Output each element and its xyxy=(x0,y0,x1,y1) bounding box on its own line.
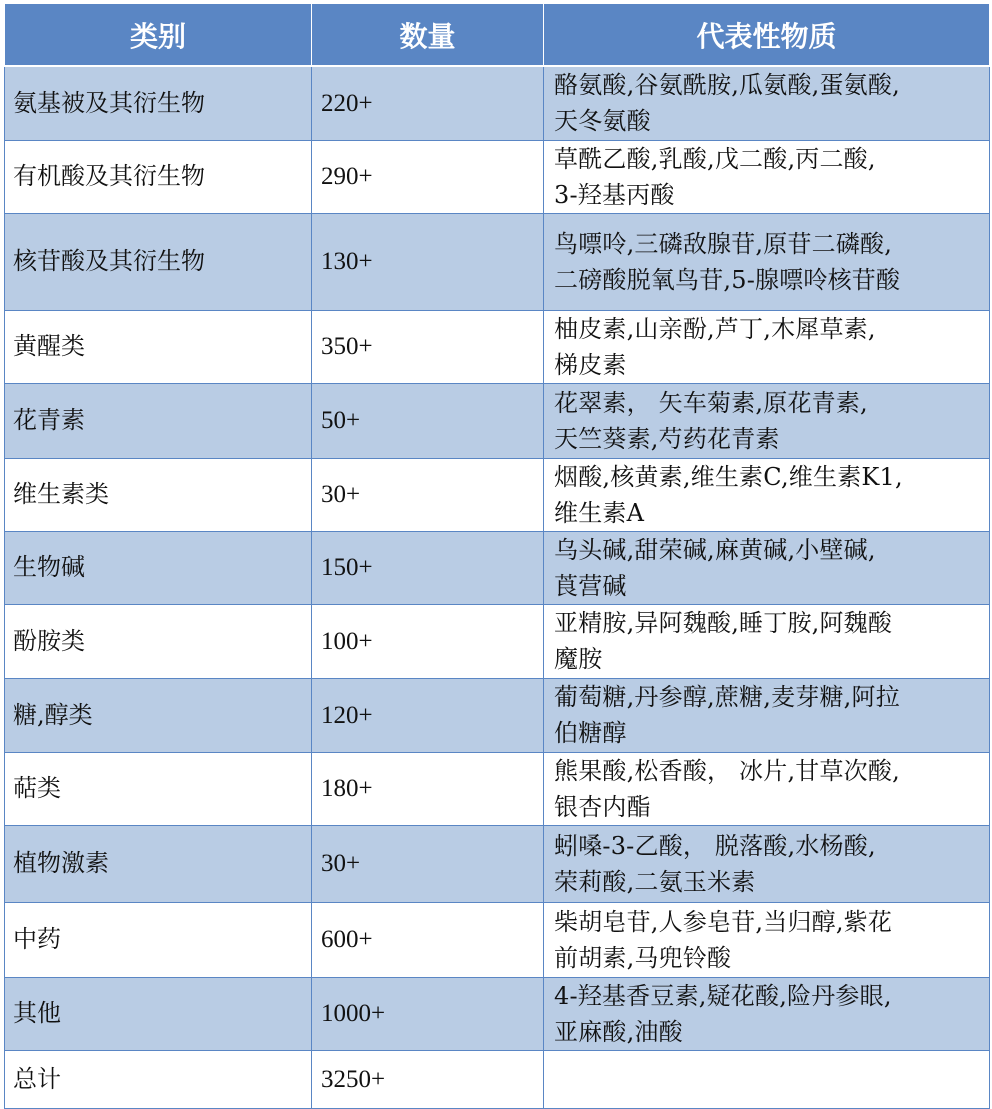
representative-cell xyxy=(544,458,990,531)
table-row xyxy=(5,825,990,902)
representative-line: 魔胺 xyxy=(554,645,603,673)
count-cell: 30+ xyxy=(312,458,544,531)
representative-cell xyxy=(544,140,990,213)
header-count: 数量 xyxy=(312,4,544,67)
header-representative: 代表性物质 xyxy=(544,4,990,67)
count-cell: 130+ xyxy=(312,213,544,310)
representative-line: 葡萄糖,丹参醇,蔗糖,麦芽糖,阿拉 xyxy=(554,683,900,711)
representative-line: 柚皮素,山亲酚,芦丁,木犀草素, xyxy=(554,314,876,343)
representative-line: 天竺葵素,芍药花青素 xyxy=(554,424,780,453)
table-row xyxy=(5,531,990,604)
representative-line: 梯皮素 xyxy=(554,350,627,379)
representative-cell xyxy=(544,383,990,458)
count-cell: 1000+ xyxy=(312,977,544,1050)
representative-line: 前胡素,马兜铃酸 xyxy=(554,943,732,972)
representative-line: 亚麻酸,油酸 xyxy=(554,1017,683,1046)
count-cell: 600+ xyxy=(312,902,544,977)
total-label-cell: 总计 xyxy=(5,1050,312,1108)
count-cell: 30+ xyxy=(312,825,544,902)
category-cell: 生物碱 xyxy=(5,531,312,604)
table-row xyxy=(5,604,990,678)
category-cell: 糖,醇类 xyxy=(5,678,312,752)
table-row xyxy=(5,752,990,825)
table-row xyxy=(5,213,990,310)
representative-line: 花翠素， 矢车菊素,原花青素, xyxy=(554,388,868,417)
table-row xyxy=(5,902,990,977)
header-category: 类别 xyxy=(5,4,312,67)
category-cell: 核苷酸及其衍生物 xyxy=(5,213,312,310)
category-cell: 中药 xyxy=(5,902,312,977)
representative-line: 鸟嘌呤,三磷敌腺苷,原苷二磷酸, xyxy=(554,229,893,258)
table-row xyxy=(5,310,990,383)
representative-line: 柴胡皂苷,人参皂苷,当归醇,紫花 xyxy=(554,907,893,936)
category-cell: 氨基被及其衍生物 xyxy=(5,66,312,140)
count-cell: 120+ xyxy=(312,678,544,752)
table-row xyxy=(5,977,990,1050)
representative-cell xyxy=(544,531,990,604)
category-cell: 酚胺类 xyxy=(5,604,312,678)
representative-line: 3-羟基丙酸 xyxy=(554,180,675,209)
representative-line: 伯糖醇 xyxy=(554,719,627,747)
representative-line: 天冬氨酸 xyxy=(554,107,651,136)
representative-cell xyxy=(544,678,990,752)
table-row xyxy=(5,458,990,531)
category-cell: 花青素 xyxy=(5,383,312,458)
representative-cell xyxy=(544,310,990,383)
representative-cell xyxy=(544,752,990,825)
metabolite-category-table xyxy=(4,3,990,1109)
representative-line: 蚓嗓-3-乙酸， 脱落酸,水杨酸, xyxy=(554,831,876,860)
representative-line: 莨营碱 xyxy=(554,571,627,600)
total-count-cell: 3250+ xyxy=(312,1050,544,1108)
category-cell: 植物激素 xyxy=(5,825,312,902)
table-row xyxy=(5,383,990,458)
category-cell: 其他 xyxy=(5,977,312,1050)
representative-line: 熊果酸,松香酸， 冰片,甘草次酸, xyxy=(554,756,900,785)
count-cell: 100+ xyxy=(312,604,544,678)
total-row xyxy=(5,1050,990,1108)
count-cell: 290+ xyxy=(312,140,544,213)
category-cell: 萜类 xyxy=(5,752,312,825)
category-cell: 维生素类 xyxy=(5,458,312,531)
representative-line: 亚精胺,异阿魏酸,睡丁胺,阿魏酸 xyxy=(554,609,893,637)
count-cell: 150+ xyxy=(312,531,544,604)
representative-line: 荣莉酸,二氨玉米素 xyxy=(554,867,756,896)
total-empty-cell xyxy=(544,1050,990,1108)
representative-line: 草酰乙酸,乳酸,戊二酸,丙二酸, xyxy=(554,144,876,173)
representative-line: 乌头碱,甜荣碱,麻黄碱,小壁碱, xyxy=(554,535,876,564)
table-row xyxy=(5,140,990,213)
category-cell: 黄醒类 xyxy=(5,310,312,383)
representative-cell xyxy=(544,902,990,977)
representative-line: 维生素A xyxy=(554,498,645,527)
header-row xyxy=(5,4,990,67)
representative-cell xyxy=(544,604,990,678)
representative-line: 4-羟基香豆素,疑花酸,险丹参眼, xyxy=(554,981,892,1010)
representative-line: 二磅酸脱氧鸟苷,5-腺嘌呤核苷酸 xyxy=(554,265,901,294)
count-cell: 350+ xyxy=(312,310,544,383)
representative-cell xyxy=(544,66,990,140)
count-cell: 220+ xyxy=(312,66,544,140)
representative-line: 酪氨酸,谷氨酰胺,瓜氨酸,蛋氨酸, xyxy=(554,71,900,100)
category-cell: 有机酸及其衍生物 xyxy=(5,140,312,213)
table-row xyxy=(5,678,990,752)
representative-cell xyxy=(544,825,990,902)
table-row xyxy=(5,66,990,140)
representative-cell xyxy=(544,213,990,310)
representative-cell xyxy=(544,977,990,1050)
representative-line: 银杏内酯 xyxy=(554,792,651,821)
count-cell: 50+ xyxy=(312,383,544,458)
representative-line: 烟酸,核黄素,维生素C,维生素K1, xyxy=(554,462,903,491)
count-cell: 180+ xyxy=(312,752,544,825)
